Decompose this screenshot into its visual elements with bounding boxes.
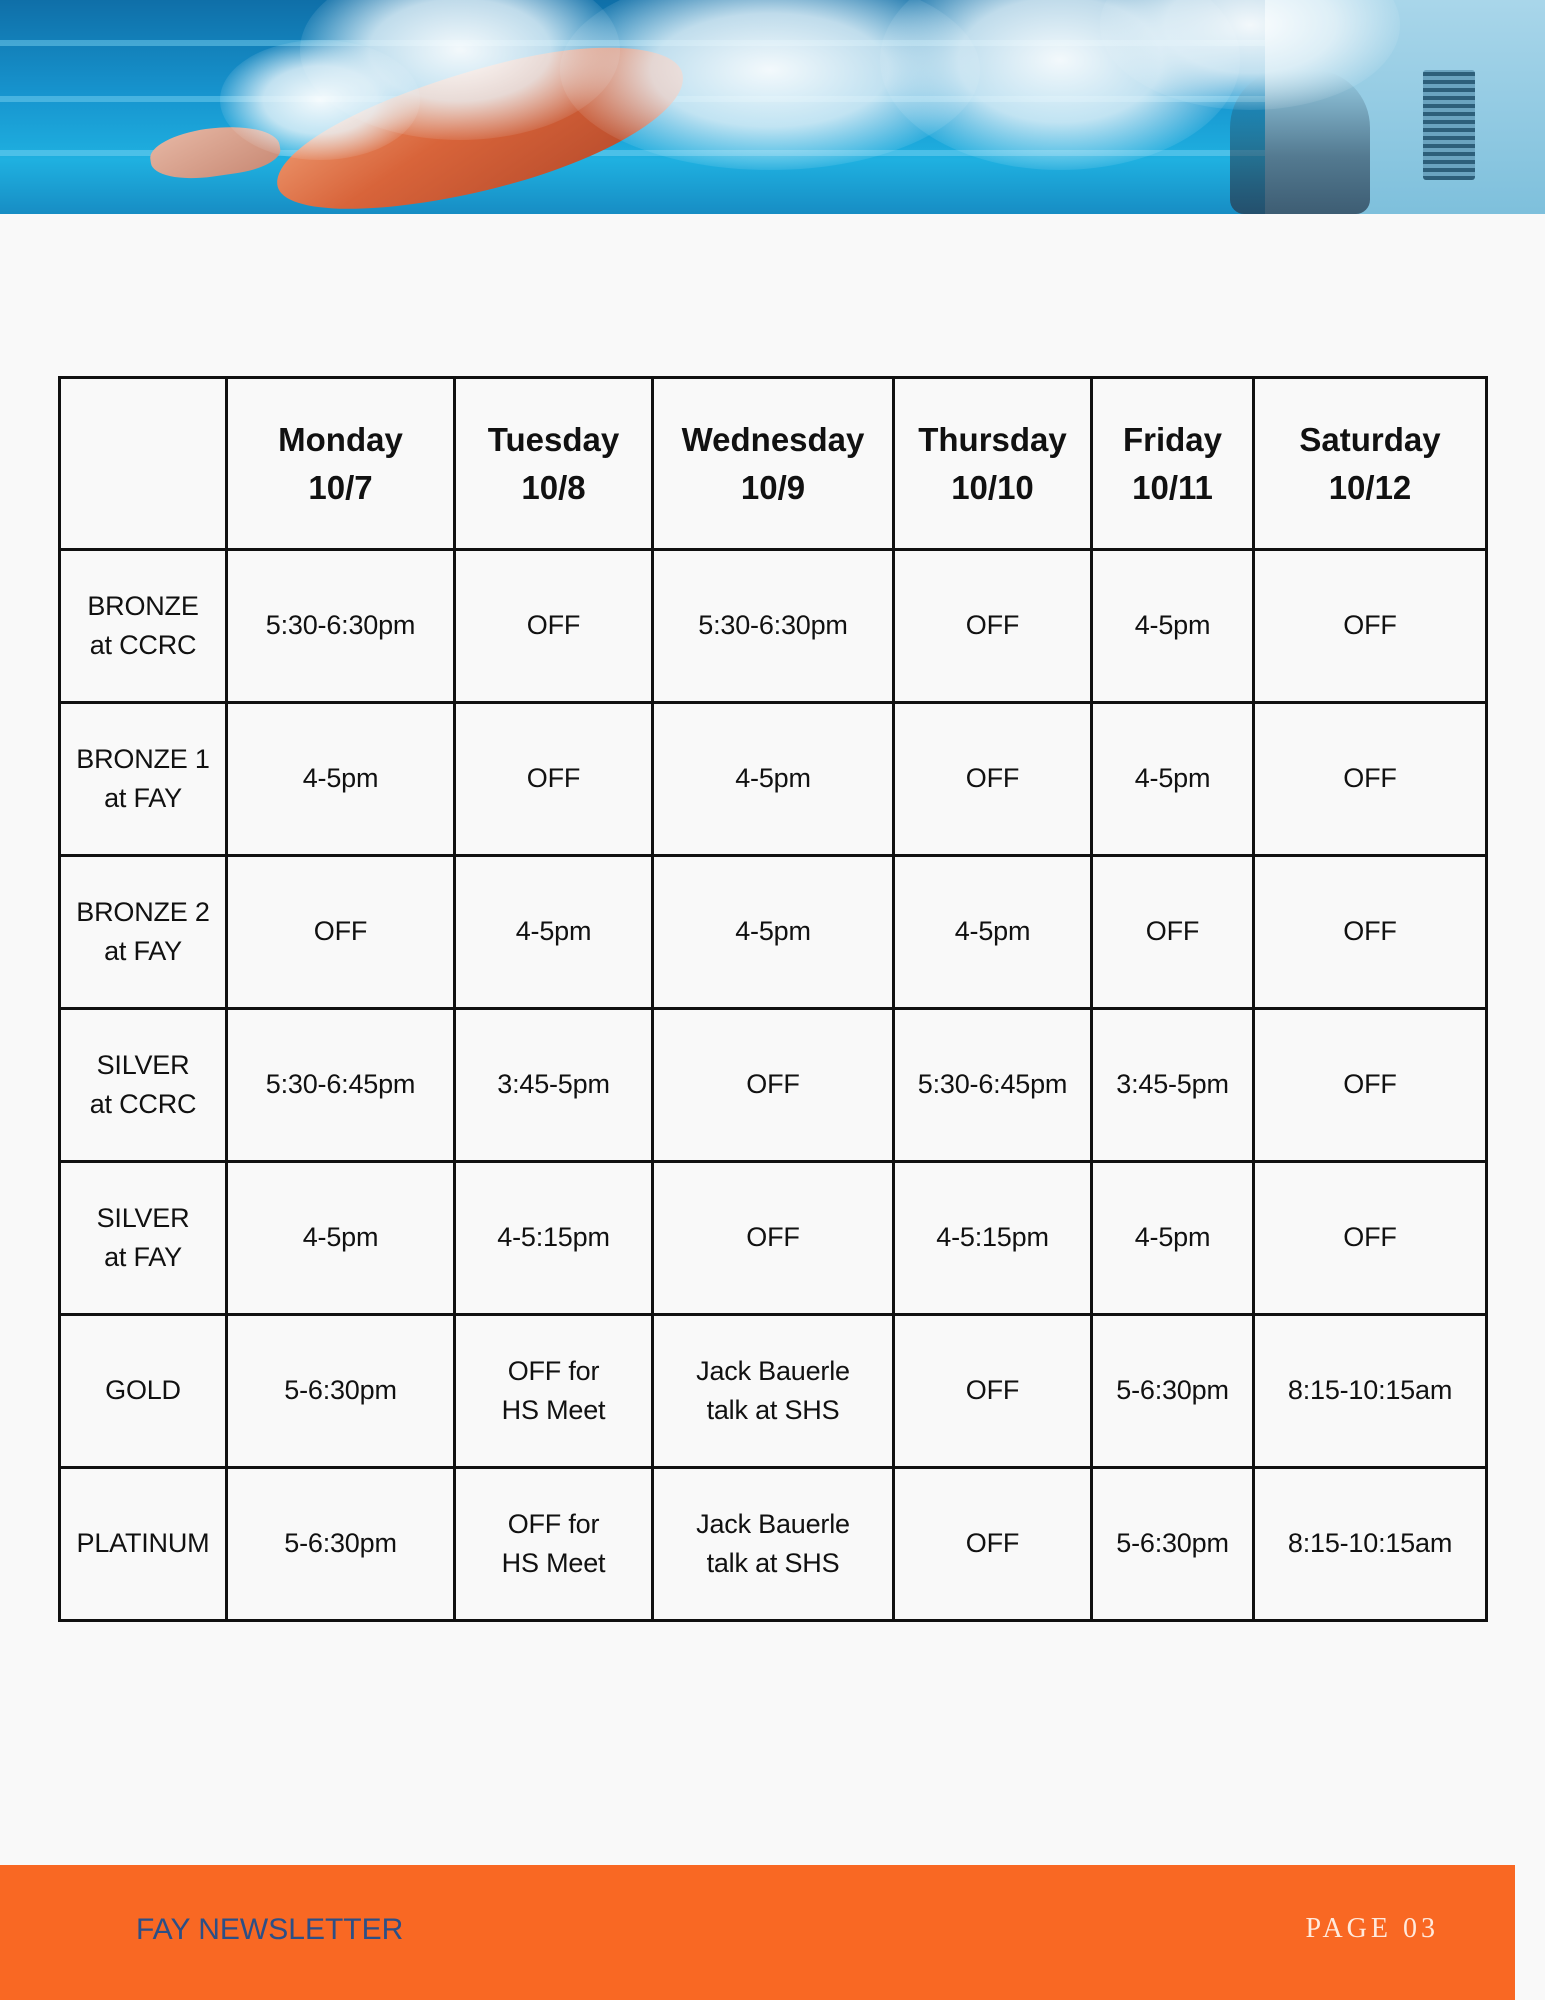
schedule-cell (227, 550, 455, 703)
day-date: 10/7 (308, 468, 373, 506)
schedule-time: OFF for (507, 1508, 600, 1539)
schedule-time: 5:30-6:30pm (265, 610, 416, 641)
schedule-time: 4-5pm (735, 916, 811, 947)
schedule-time: 4-5pm (515, 916, 592, 947)
table-row (60, 703, 1487, 856)
schedule-time: 4-5pm (1134, 610, 1211, 641)
day-name: Tuesday (487, 420, 620, 458)
schedule-cell (1092, 856, 1254, 1009)
group-label: BRONZE (87, 590, 199, 621)
group-label-cell (60, 856, 227, 1009)
schedule-cell (1092, 1009, 1254, 1162)
day-name: Wednesday (681, 420, 865, 458)
pool-drain-grate (1423, 70, 1475, 180)
schedule-cell (894, 703, 1092, 856)
schedule-cell (1092, 1162, 1254, 1315)
schedule-cell (653, 550, 894, 703)
schedule-time: 4-5:15pm (497, 1222, 610, 1253)
group-label: GOLD (105, 1375, 181, 1406)
header-saturday (1254, 378, 1487, 550)
group-label: PLATINUM (76, 1528, 210, 1559)
schedule-cell (455, 550, 653, 703)
header-tuesday (455, 378, 653, 550)
schedule-cell (653, 1009, 894, 1162)
schedule-time: OFF (746, 1069, 800, 1100)
water-splash (220, 40, 420, 160)
group-label: BRONZE 1 (76, 743, 210, 774)
table-row (60, 1315, 1487, 1468)
schedule-time: OFF (526, 610, 581, 641)
schedule-cell (653, 1468, 894, 1621)
schedule-time: OFF (746, 1222, 800, 1253)
table-row (60, 856, 1487, 1009)
day-date: 10/10 (951, 468, 1034, 506)
group-label-cell (60, 1162, 227, 1315)
group-label-cell (60, 1315, 227, 1468)
schedule-cell (1254, 1162, 1487, 1315)
page-number: PAGE 03 (1305, 1913, 1439, 1944)
header-swimmer-image (0, 0, 1545, 214)
schedule-cell (653, 1315, 894, 1468)
schedule-cell (1254, 703, 1487, 856)
table-header-row (60, 378, 1487, 550)
schedule-cell (894, 1009, 1092, 1162)
schedule-cell (894, 856, 1092, 1009)
schedule-time: 5-6:30pm (284, 1375, 397, 1406)
schedule-cell (455, 703, 653, 856)
schedule-cell (894, 1162, 1092, 1315)
day-date: 10/11 (1132, 468, 1213, 506)
group-label: at FAY (104, 1242, 182, 1272)
footer-bar (0, 1865, 1515, 2000)
group-label: at CCRC (89, 1089, 197, 1119)
schedule-time: OFF (965, 610, 1020, 641)
schedule-time: HS Meet (501, 1395, 606, 1425)
schedule-cell (455, 856, 653, 1009)
group-label-cell (60, 1009, 227, 1162)
schedule-time: OFF (1343, 916, 1397, 947)
schedule-time: Jack Bauerle (696, 1508, 850, 1539)
schedule-time: 4-5:15pm (936, 1222, 1049, 1253)
schedule-time: OFF (965, 763, 1020, 794)
day-name: Friday (1122, 420, 1223, 458)
practice-schedule-table (58, 376, 1488, 1622)
schedule-cell (227, 856, 455, 1009)
group-label-cell (60, 1468, 227, 1621)
day-date: 10/12 (1328, 468, 1412, 506)
schedule-cell (1254, 856, 1487, 1009)
schedule-cell (1254, 1315, 1487, 1468)
schedule-time: OFF (313, 916, 368, 947)
schedule-time: 4-5pm (1134, 763, 1211, 794)
group-label: at FAY (104, 783, 182, 813)
schedule-time: OFF (526, 763, 581, 794)
schedule-time: Jack Bauerle (696, 1355, 850, 1386)
header-wednesday (653, 378, 894, 550)
schedule-time: 5-6:30pm (284, 1528, 397, 1559)
schedule-time: OFF (965, 1375, 1020, 1406)
schedule-time: OFF (1343, 1222, 1397, 1253)
newsletter-name: FAY NEWSLETTER (136, 1913, 404, 1946)
group-label: at FAY (104, 936, 182, 966)
schedule-cell (653, 703, 894, 856)
day-date: 10/8 (521, 468, 586, 506)
schedule-time: 3:45-5pm (497, 1069, 610, 1100)
schedule-cell (1092, 703, 1254, 856)
schedule-cell (1254, 1009, 1487, 1162)
schedule-time: 4-5pm (954, 916, 1031, 947)
schedule-time: 4-5pm (302, 763, 379, 794)
schedule-time: OFF (1145, 916, 1200, 947)
schedule-cell (227, 1009, 455, 1162)
schedule-time: 5-6:30pm (1116, 1528, 1229, 1559)
schedule-cell (1254, 550, 1487, 703)
header-monday (227, 378, 455, 550)
schedule-cell (227, 703, 455, 856)
group-label: SILVER (96, 1202, 190, 1233)
schedule-time: 8:15-10:15am (1287, 1375, 1453, 1406)
schedule-time: 4-5pm (1134, 1222, 1211, 1253)
schedule-time: 5:30-6:45pm (917, 1069, 1068, 1100)
schedule-cell (227, 1468, 455, 1621)
schedule-time: 5-6:30pm (1116, 1375, 1229, 1406)
schedule-cell (1092, 550, 1254, 703)
day-name: Thursday (918, 420, 1067, 458)
schedule-cell (227, 1315, 455, 1468)
day-name: Monday (278, 420, 403, 458)
header-friday (1092, 378, 1254, 550)
schedule-cell (1092, 1315, 1254, 1468)
table-row (60, 1009, 1487, 1162)
group-label: BRONZE 2 (76, 896, 210, 927)
schedule-time: OFF for (507, 1355, 600, 1386)
schedule-cell (455, 1009, 653, 1162)
schedule-cell (455, 1315, 653, 1468)
schedule-time: talk at SHS (706, 1548, 840, 1578)
table-row (60, 1162, 1487, 1315)
schedule-cell (1254, 1468, 1487, 1621)
schedule-cell (455, 1468, 653, 1621)
header-corner-cell (60, 378, 227, 550)
schedule-cell (894, 1468, 1092, 1621)
schedule-time: OFF (1343, 763, 1397, 794)
group-label: at CCRC (89, 630, 197, 660)
schedule-time: OFF (965, 1528, 1020, 1559)
schedule-time: OFF (1343, 610, 1397, 641)
schedule-time: OFF (1343, 1069, 1397, 1100)
header-thursday (894, 378, 1092, 550)
schedule-time: 8:15-10:15am (1287, 1528, 1453, 1559)
day-name: Saturday (1299, 420, 1441, 458)
schedule-cell (227, 1162, 455, 1315)
schedule-cell (894, 550, 1092, 703)
table-row (60, 550, 1487, 703)
group-label-cell (60, 550, 227, 703)
schedule-time: 4-5pm (735, 763, 811, 794)
schedule-time: 3:45-5pm (1116, 1069, 1229, 1100)
schedule-cell (653, 1162, 894, 1315)
schedule-time: talk at SHS (706, 1395, 840, 1425)
schedule-cell (653, 856, 894, 1009)
day-date: 10/9 (740, 468, 806, 506)
group-label: SILVER (96, 1049, 190, 1080)
schedule-time: 4-5pm (302, 1222, 379, 1253)
schedule-cell (894, 1315, 1092, 1468)
schedule-body (60, 550, 1487, 1621)
table-row (60, 1468, 1487, 1621)
schedule-cell (1092, 1468, 1254, 1621)
schedule-time: 5:30-6:30pm (698, 610, 848, 641)
schedule-time: HS Meet (501, 1548, 606, 1578)
schedule-time: 5:30-6:45pm (265, 1069, 416, 1100)
group-label-cell (60, 703, 227, 856)
schedule-cell (455, 1162, 653, 1315)
